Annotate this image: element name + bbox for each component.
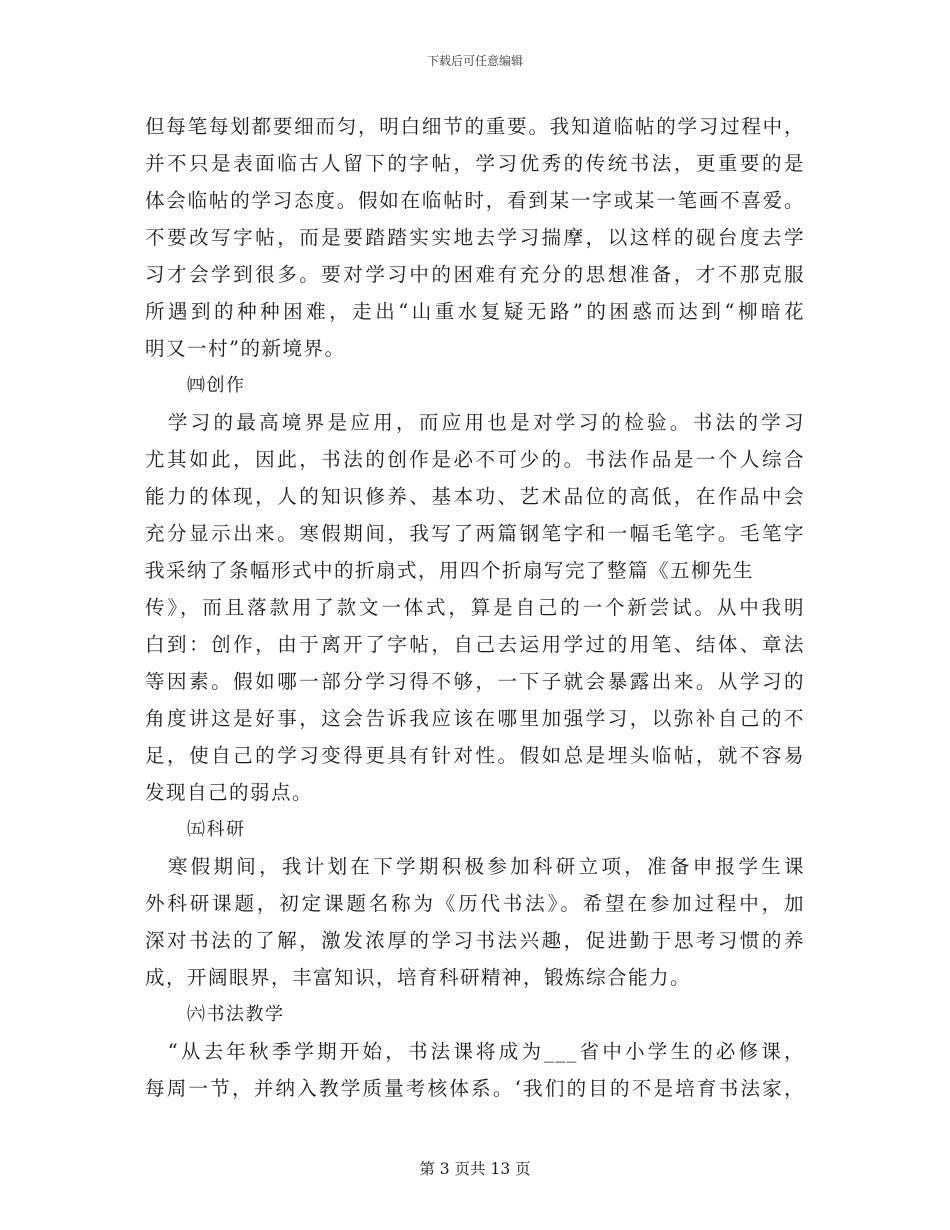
- body-text-line: 角度讲这是好事，这会告诉我应该在哪里加强学习，以弥补自己的不: [145, 707, 805, 730]
- body-text-line: 寒假期间，我计划在下学期积极参加科研立项，准备申报学生课: [145, 855, 805, 878]
- body-text-line: 等因素。假如哪一部分学习得不够，一下子就会暴露出来。从学习的: [145, 670, 805, 693]
- body-text-line: 发现自己的弱点。: [145, 781, 314, 804]
- page-number-footer: 第 3 页共 13 页: [419, 1160, 531, 1178]
- body-text-line: 我采纳了条幅形式中的折扇式，用四个折扇写完了整篇《五柳先生: [145, 559, 755, 582]
- body-text-line: 能力的体现，人的知识修养、基本功、艺术品位的高低，在作品中会: [145, 485, 805, 508]
- body-text-line: 学习的最高境界是应用，而应用也是对学习的检验。书法的学习: [145, 411, 805, 434]
- body-text-line: 成，开阔眼界，丰富知识，培育科研精神，锻炼综合能力。: [145, 966, 692, 989]
- section-heading: ㈤科研: [187, 819, 246, 840]
- body-text-line: 外科研课题，初定课题名称为《历代书法》。希望在参加过程中，加: [145, 892, 805, 915]
- body-text-line: 所遇到的种种困难，走出“山重水复疑无路”的困惑而达到“柳暗花: [145, 300, 805, 323]
- document-body: [145, 108, 805, 1107]
- body-text-line: 传》，而且落款用了款文一体式，算是自己的一个新尝试。从中我明: [145, 596, 805, 619]
- body-text-line: 每周一节，并纳入教学质量考核体系。‘我们的目的不是培育书法家，: [145, 1077, 805, 1100]
- body-text-line: 充分显示出来。寒假期间，我写了两篇钢笔字和一幅毛笔字。毛笔字: [145, 522, 805, 545]
- section-heading: ㈣创作: [187, 375, 246, 396]
- body-text-line: 尤其如此，因此，书法的创作是必不可少的。书法作品是一个人综合: [145, 448, 805, 471]
- body-text-line: 但每笔每划都要细而匀，明白细节的重要。我知道临帖的学习过程中，: [145, 115, 805, 138]
- section-heading: ㈥书法教学: [187, 1004, 285, 1025]
- body-text-line: 明又一村”的新境界。: [145, 337, 346, 360]
- body-text-line: 足，使自己的学习变得更具有针对性。假如总是埋头临帖，就不容易: [145, 744, 805, 767]
- body-text-line: 并不只是表面临古人留下的字帖，学习优秀的传统书法，更重要的是: [145, 152, 805, 175]
- body-text-line: 体会临帖的学习态度。假如在临帖时，看到某一字或某一笔画不喜爱。: [145, 189, 805, 212]
- body-text-line: “从去年秋季学期开始，书法课将成为___省中小学生的必修课，: [145, 1040, 805, 1063]
- body-text-line: 深对书法的了解，激发浓厚的学习书法兴趣，促进勤于思考习惯的养: [145, 929, 805, 952]
- body-text-line: 白到：创作，由于离开了字帖，自己去运用学过的用笔、结体、章法: [145, 633, 805, 656]
- page-header: 下载后可任意编辑: [426, 54, 523, 68]
- body-text-line: 不要改写字帖，而是要踏踏实实地去学习揣摩，以这样的砚台度去学: [145, 226, 805, 249]
- body-text-line: 习才会学到很多。要对学习中的困难有充分的思想准备，才不那克服: [145, 263, 805, 286]
